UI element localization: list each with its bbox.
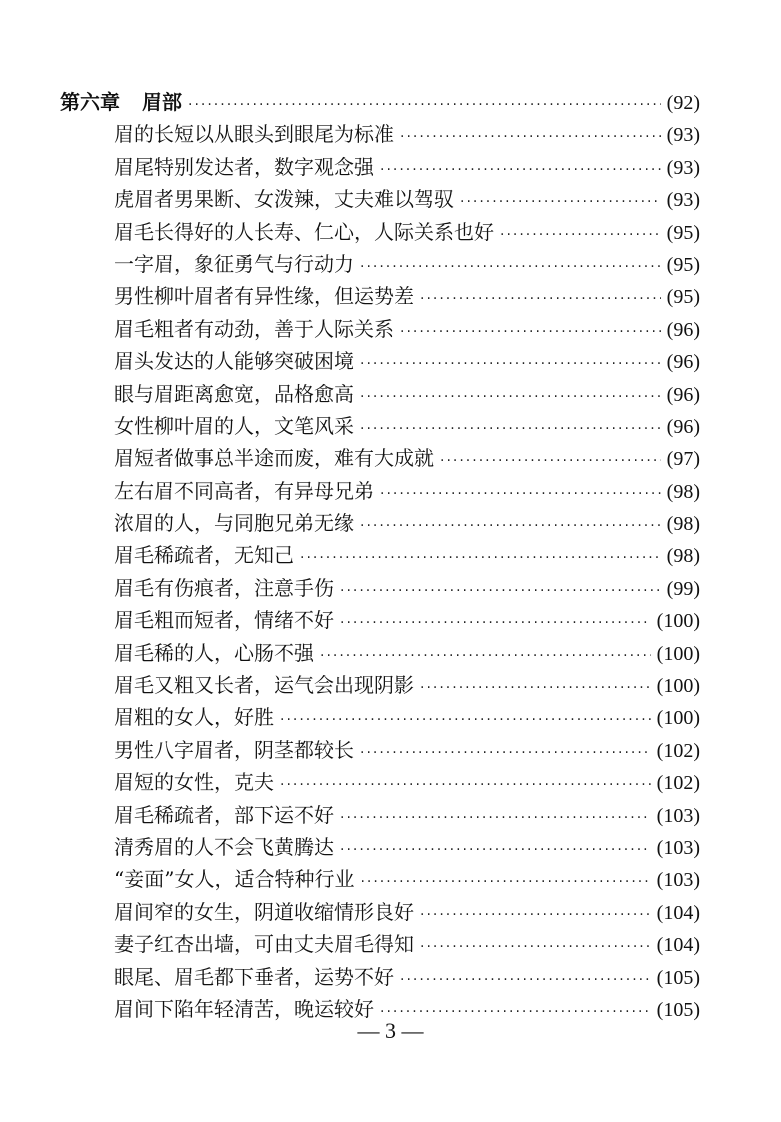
toc-entry-page-number: (96): [666, 351, 700, 374]
toc-entry-page-number: (104): [656, 901, 700, 924]
dot-leader: [380, 154, 661, 186]
toc-entry[interactable]: [60, 183, 700, 215]
toc-entry-page-number: (97): [666, 448, 700, 471]
toc-entry-title: 眉毛稀的人，心肠不强: [114, 640, 314, 665]
toc-entry-page-number: (103): [656, 804, 700, 827]
toc-entry[interactable]: [60, 572, 700, 604]
dot-leader: [360, 251, 661, 283]
toc-entry-page-number: (102): [656, 772, 700, 795]
toc-entry-page-number: (95): [666, 253, 700, 276]
toc-entry[interactable]: [60, 313, 700, 345]
dot-leader: [420, 899, 651, 931]
toc-entry-page-number: (100): [656, 675, 700, 698]
dot-leader: [340, 802, 651, 834]
toc-entry-page-number: (98): [666, 513, 700, 536]
toc-entry-page-number: (99): [666, 577, 700, 600]
toc-entry-title: 清秀眉的人不会飞黄腾达: [114, 834, 334, 859]
toc-entry-page-number: (105): [656, 998, 700, 1021]
toc-entry[interactable]: [60, 410, 700, 442]
dot-leader: [340, 834, 651, 866]
toc-entry-title: 眉毛粗而短者，情绪不好: [114, 608, 334, 633]
dot-leader: [360, 348, 661, 380]
toc-entry[interactable]: [60, 345, 700, 377]
toc-entry[interactable]: [60, 378, 700, 410]
dot-leader: [340, 575, 661, 607]
toc-entry-title: 妻子红杏出墙，可由丈夫眉毛得知: [114, 932, 414, 957]
toc-entry-title: 眼与眉距离愈宽，品格愈高: [114, 381, 354, 406]
dot-leader: [360, 413, 661, 445]
chapter-number: 第六章: [60, 90, 120, 114]
dot-leader: [420, 672, 651, 704]
toc-entry-list: [60, 118, 700, 1025]
toc-entry-page-number: (100): [656, 610, 700, 633]
toc-entry-title: 眉间下陷年轻清苦，晚运较好: [114, 996, 374, 1021]
chapter-heading[interactable]: [60, 86, 700, 118]
toc-entry-page-number: (100): [656, 707, 700, 730]
toc-entry-title: 眉的长短以从眼头到眼尾为标准: [114, 122, 394, 147]
toc-entry-title: 眉毛有伤痕者，注意手伤: [114, 575, 334, 600]
toc-entry-title: 眉短的女性，克夫: [114, 770, 274, 795]
toc-entry-page-number: (102): [656, 739, 700, 762]
toc-entry-title: 眉毛稀疏者，无知己: [114, 543, 294, 568]
toc-entry[interactable]: [60, 637, 700, 669]
dot-leader: [400, 316, 661, 348]
toc-entry-title: “妾面”女人，适合特种行业: [114, 867, 355, 892]
dot-leader: [360, 510, 661, 542]
toc-entry[interactable]: [60, 669, 700, 701]
dot-leader: [420, 283, 661, 315]
toc-entry[interactable]: [60, 151, 700, 183]
toc-entry-page-number: (104): [656, 934, 700, 957]
toc-entry[interactable]: [60, 928, 700, 960]
toc-entry[interactable]: [60, 539, 700, 571]
dot-leader: [360, 381, 661, 413]
toc-entry[interactable]: [60, 766, 700, 798]
dot-leader: [380, 478, 661, 510]
toc-entry-title: 眉短者做事总半途而废，难有大成就: [114, 446, 434, 471]
dot-leader: [340, 607, 651, 639]
toc-entry-page-number: (96): [666, 383, 700, 406]
page-footer-number: — 3 —: [357, 1018, 424, 1043]
toc-entry[interactable]: [60, 507, 700, 539]
chapter-page-number: (92): [666, 92, 700, 114]
toc-entry[interactable]: [60, 701, 700, 733]
toc-entry[interactable]: [60, 961, 700, 993]
toc-entry[interactable]: [60, 216, 700, 248]
dot-leader: [500, 219, 661, 251]
chapter-title: 眉部: [142, 90, 182, 114]
toc-entry[interactable]: [60, 118, 700, 150]
toc-entry-title: 男性柳叶眉者有异性缘，但运势差: [114, 284, 414, 309]
toc-entry[interactable]: [60, 863, 700, 895]
dot-leader: [360, 866, 650, 898]
toc-entry[interactable]: [60, 248, 700, 280]
dot-leader: [188, 89, 661, 121]
toc-entry-title: 眉毛长得好的人长寿、仁心，人际关系也好: [114, 219, 494, 244]
toc-entry-page-number: (95): [666, 221, 700, 244]
toc-entry-title: 浓眉的人，与同胞兄弟无缘: [114, 511, 354, 536]
toc-entry-title: 一字眉，象征勇气与行动力: [114, 251, 354, 276]
toc-entry-title: 眉间窄的女生，阴道收缩情形良好: [114, 899, 414, 924]
dot-leader: [400, 964, 651, 996]
toc-entry-page-number: (93): [666, 124, 700, 147]
toc-entry-title: 眉毛又粗又长者，运气会出现阴影: [114, 673, 414, 698]
toc-entry-title: 眼尾、眉毛都下垂者，运势不好: [114, 964, 394, 989]
toc-entry[interactable]: [60, 475, 700, 507]
toc-entry-page-number: (103): [656, 869, 700, 892]
toc-entry-title: 眉头发达的人能够突破困境: [114, 349, 354, 374]
toc-entry-title: 眉尾特别发达者，数字观念强: [114, 154, 374, 179]
toc-entry-title: 左右眉不同高者，有异母兄弟: [114, 478, 374, 503]
dot-leader: [300, 542, 661, 574]
toc-entry-page-number: (98): [666, 545, 700, 568]
toc-entry-title: 眉毛粗者有动劲，善于人际关系: [114, 316, 394, 341]
toc-entry[interactable]: [60, 442, 700, 474]
toc-entry[interactable]: [60, 896, 700, 928]
toc-entry[interactable]: [60, 604, 700, 636]
toc-entry-page-number: (93): [666, 189, 700, 212]
table-of-contents: [60, 86, 700, 1025]
toc-entry-page-number: (95): [666, 286, 700, 309]
toc-entry-title: 眉毛稀疏者，部下运不好: [114, 802, 334, 827]
dot-leader: [440, 445, 661, 477]
toc-entry-page-number: (96): [666, 318, 700, 341]
toc-entry[interactable]: [60, 831, 700, 863]
dot-leader: [460, 186, 661, 218]
toc-entry-page-number: (100): [656, 642, 700, 665]
dot-leader: [360, 737, 651, 769]
dot-leader: [280, 769, 651, 801]
toc-entry[interactable]: [60, 734, 700, 766]
toc-entry-title: 女性柳叶眉的人，文笔风采: [114, 413, 354, 438]
toc-entry[interactable]: [60, 280, 700, 312]
toc-entry-page-number: (103): [656, 836, 700, 859]
toc-entry-page-number: (98): [666, 480, 700, 503]
toc-entry[interactable]: [60, 799, 700, 831]
dot-leader: [420, 931, 651, 963]
toc-entry-page-number: (96): [666, 415, 700, 438]
toc-entry-title: 男性八字眉者，阴茎都较长: [114, 737, 354, 762]
toc-entry-page-number: (105): [656, 966, 700, 989]
dot-leader: [400, 121, 661, 153]
dot-leader: [320, 640, 651, 672]
toc-entry-title: 虎眉者男果断、女泼辣，丈夫难以驾驭: [114, 187, 454, 212]
dot-leader: [280, 704, 651, 736]
toc-entry-page-number: (93): [666, 156, 700, 179]
toc-entry-title: 眉粗的女人，好胜: [114, 705, 274, 730]
